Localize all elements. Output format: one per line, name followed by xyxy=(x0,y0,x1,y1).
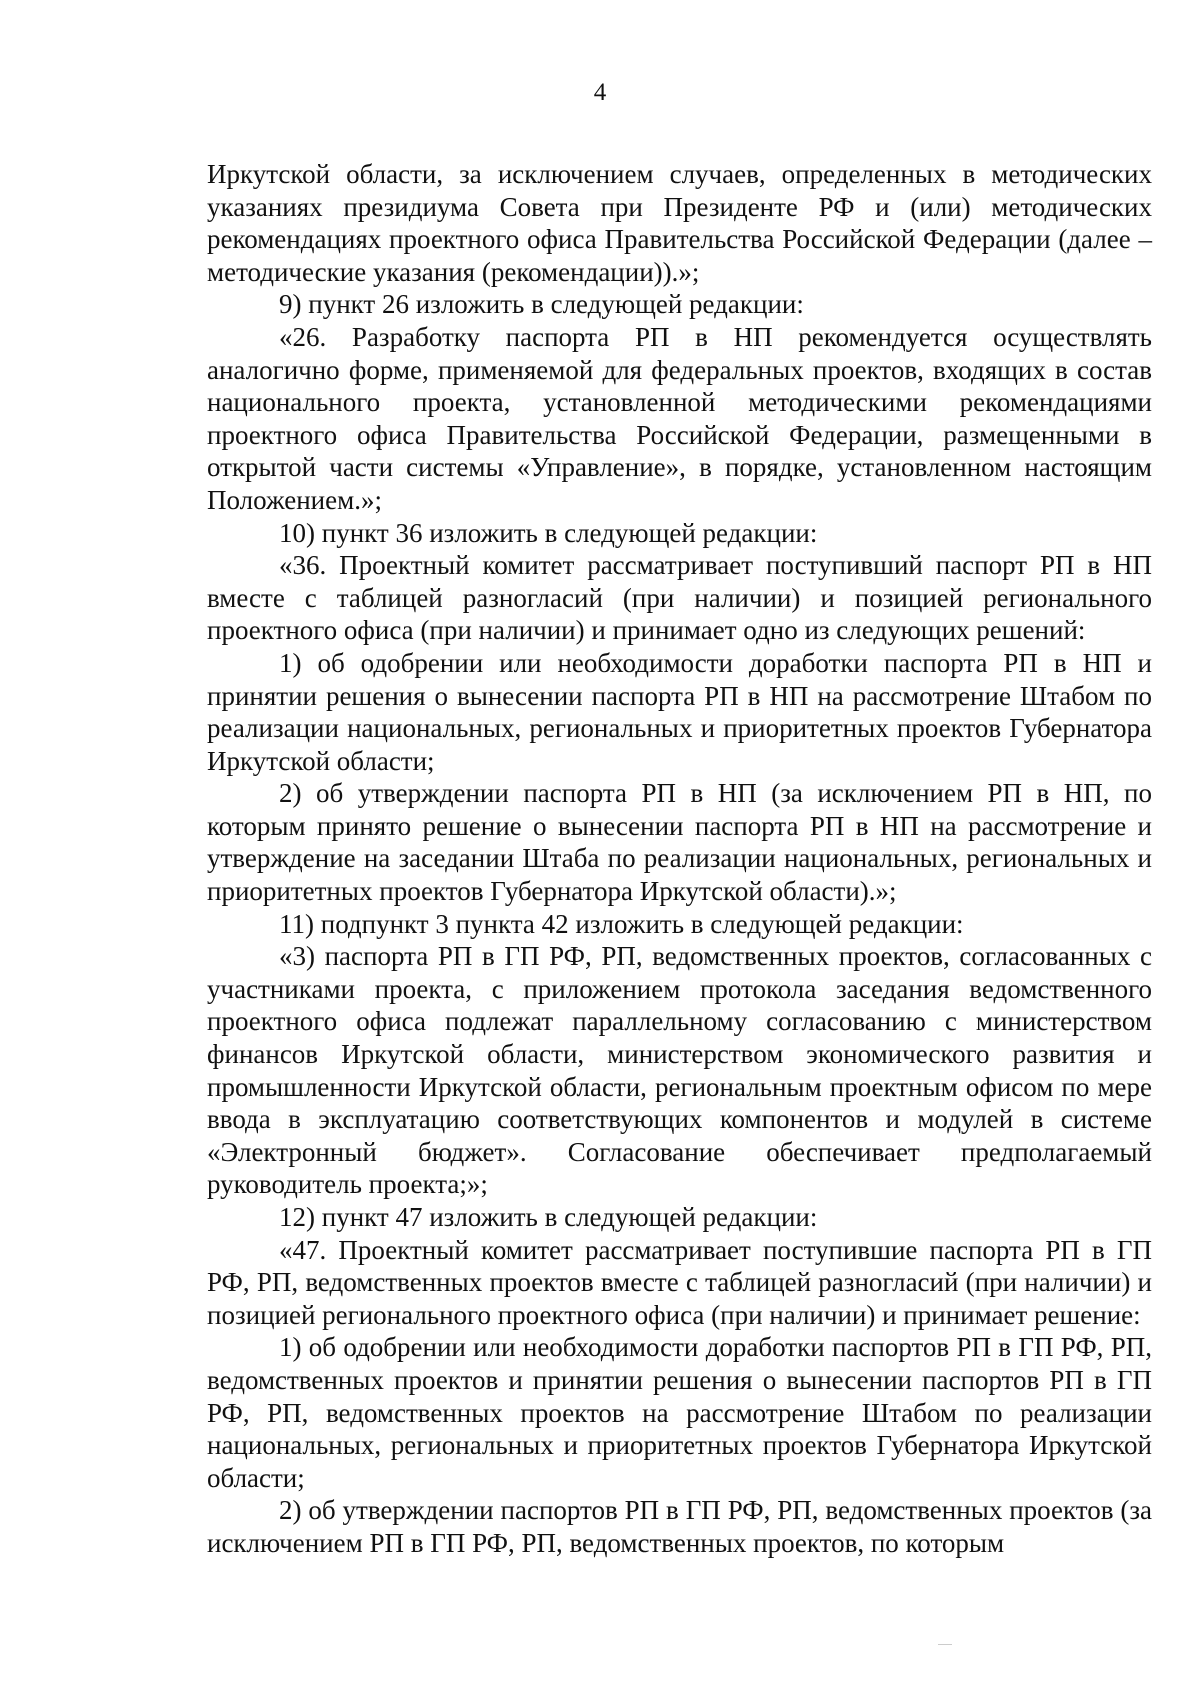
clause-36-text: «36. Проектный комитет рассматривает поступивший паспорт РП в НП вместе с таблицей разногласий (при наличии) и позицией регионального проектного офиса (при наличии) и принимает одно из следующих решений: xyxy=(207,550,1152,646)
document-body xyxy=(207,158,1152,1560)
amendment-item-11: 11) подпункт 3 пункта 42 изложить в следующей редакции: xyxy=(279,908,964,939)
amendment-item-12: 12) пункт 47 изложить в следующей редакции: xyxy=(279,1202,818,1232)
clause-42-subitem-3: «3) паспорта РП в ГП РФ, РП, ведомственных проектов, согласованных с участниками проекта, с приложением протокола заседания ведомственного проектного офиса подлежат параллельному согласованию с министерством финансов Иркутской области, министерством экономического развития и промышленности Иркутской области, региональным проектным офисом по мере ввода в эксплуатацию соответствующих компонентов и модулей в системе «Электронный бюджет». Согласование обеспечивает предполагаемый руководитель проекта;»; xyxy=(207,941,1152,1200)
scan-artifact xyxy=(938,1644,952,1645)
clause-26-text: «26. Разработку паспорта РП в НП рекомендуется осуществлять аналогично форме, применяемой для федеральных проектов, входящих в состав национального проекта, установленной методическими рекомендациями проектного офиса Правительства Российской Федерации, размещенными в открытой части системы «Управление», в порядке, установленном настоящим Положением.»; xyxy=(207,321,1152,515)
clause-36-subitem-2: 2) об утверждении паспорта РП в НП (за исключением РП в НП, по которым принято решение о вынесении паспорта РП в НП на рассмотрение и утверждение на заседании Штаба по реализации национальных, региональных и приоритетных проектов Губернатора Иркутской области).»; xyxy=(207,778,1152,907)
paragraph-continuation: Иркутской области, за исключением случаев, определенных в методических указаниях президиума Совета при Президенте РФ и (или) методических рекомендациях проектного офиса Правительства Российской Федерации (далее – методические указания (рекомендации)).»; xyxy=(207,159,1152,287)
amendment-item-9: 9) пункт 26 изложить в следующей редакции: xyxy=(279,289,804,320)
clause-47-text: «47. Проектный комитет рассматривает поступившие паспорта РП в ГП РФ, РП, ведомственных проектов вместе с таблицей разногласий (при наличии) и позицией регионального проектного офиса (при наличии) и принимает решение: xyxy=(207,1234,1152,1330)
page-number: 4 xyxy=(593,79,607,106)
clause-47-subitem-2: 2) об утверждении паспортов РП в ГП РФ, РП, ведомственных проектов (за исключением РП в ГП РФ, РП, ведомственных проектов, по которым xyxy=(207,1495,1152,1558)
clause-36-subitem-1: 1) об одобрении или необходимости доработки паспорта РП в НП и принятии решения о вынесении паспорта РП в НП на рассмотрение Штабом по реализации национальных, региональных и приоритетных проектов Губернатора Иркутской области; xyxy=(207,647,1152,776)
amendment-item-10: 10) пункт 36 изложить в следующей редакции: xyxy=(279,517,818,548)
clause-47-subitem-1: 1) об одобрении или необходимости доработки паспортов РП в ГП РФ, РП, ведомственных проектов и принятии решения о вынесении паспортов РП в ГП РФ, РП, ведомственных проектов на рассмотрение Штабом по реализации национальных, региональных и приоритетных проектов Губернатора Иркутской области; xyxy=(207,1332,1152,1493)
